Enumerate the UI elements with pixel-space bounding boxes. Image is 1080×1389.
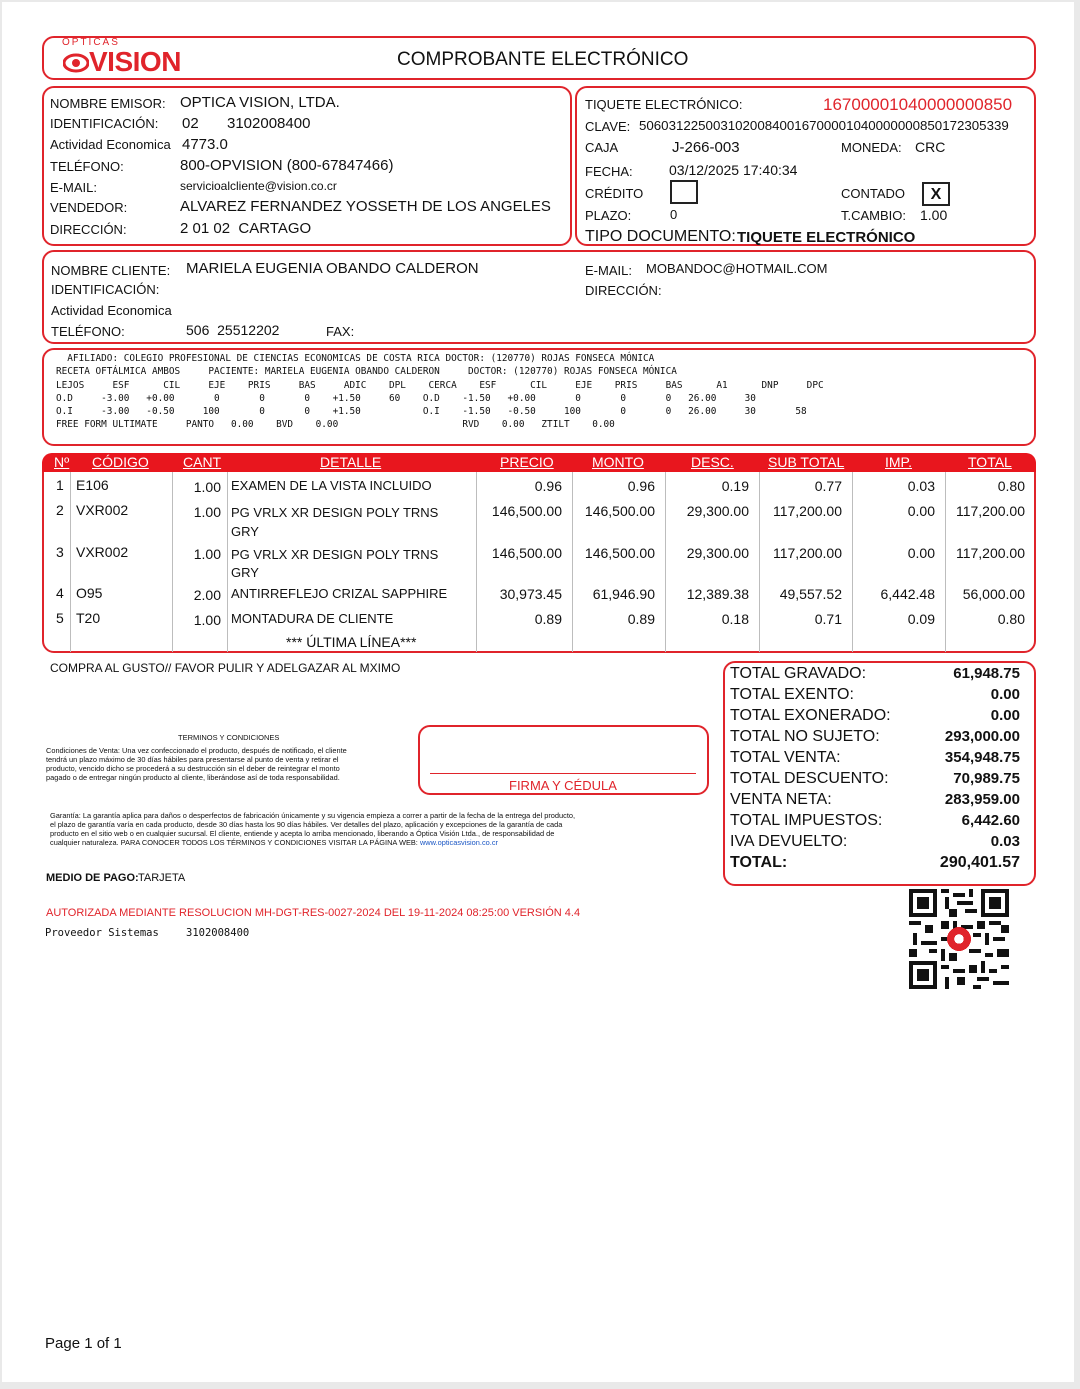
row-precio: 146,500.00 (491, 503, 562, 519)
col-divider (70, 472, 71, 652)
row-n: 1 (56, 477, 64, 493)
document-page (2, 2, 1074, 1382)
cliente-fax-label: FAX: (326, 324, 355, 339)
row-precio: 0.96 (534, 478, 562, 494)
total-gravado-label: TOTAL GRAVADO: (730, 665, 867, 682)
emisor-nombre-label: NOMBRE EMISOR: (50, 96, 166, 111)
terms-condiciones: Condiciones de Venta: Una vez confeccionado el producto, después de notificado, el cliente tendrá un plazo máximo de 30 días hábiles para presentarse al punto de venta y retirar el producto, vencido dicho se procederá a su destrucción sin el deber de reintegrar el monto pagado o de entregar ningún producto al cliente, liberándose así de toda responsabilidad. (46, 746, 347, 782)
col-divider (852, 472, 853, 652)
col-divider (945, 472, 946, 652)
row-imp: 0.00 (907, 545, 935, 561)
cliente-tel-label: TELÉFONO: (51, 324, 125, 339)
autorizacion-text: AUTORIZADA MEDIANTE RESOLUCION MH-DGT-RES-0027-2024 DEL 19-11-2024 08:25:00 VERSIÓN 4.4 (46, 907, 581, 919)
tcambio-label: T.CAMBIO: (841, 208, 907, 223)
row-desc: 12,389.38 (686, 586, 749, 602)
emisor-email-label: E-MAIL: (50, 180, 97, 195)
emisor-tel: 800-OPVISION (800-67847466) (180, 157, 394, 174)
grand-total-label: TOTAL: (730, 854, 788, 871)
col-divider (227, 472, 228, 652)
cliente-id-label: IDENTIFICACIÓN: (51, 282, 160, 297)
plazo-label: PLAZO: (585, 208, 632, 223)
emisor-email: servicioalcliente@vision.co.cr (180, 179, 337, 193)
pago-label: MEDIO DE PAGO: (46, 872, 139, 884)
qr-code (909, 889, 1009, 989)
row-codigo: VXR002 (76, 544, 129, 560)
emisor-vendedor-label: VENDEDOR: (50, 200, 128, 215)
total-descuento-value: 70,989.75 (953, 770, 1020, 787)
contado-checkbox[interactable]: X (922, 182, 950, 206)
fecha-value: 03/12/2025 17:40:34 (669, 162, 798, 178)
row-subtotal: 0.71 (814, 611, 842, 627)
tipo-documento-label: TIPO DOCUMENTO: (585, 228, 736, 245)
table-header-row (42, 453, 1036, 472)
col-header-cant: CANT (183, 454, 222, 470)
total-no-sujeto-value: 293,000.00 (944, 728, 1020, 745)
row-n: 5 (56, 610, 64, 626)
logo-main-text: VISION (89, 46, 181, 77)
credito-label: CRÉDITO (585, 186, 644, 201)
row-n: 3 (56, 544, 64, 560)
row-detalle: PG VRLX XR DESIGN POLY TRNS (231, 547, 439, 562)
venta-neta-value: 283,959.00 (944, 791, 1020, 808)
pago-valor: TARJETA (138, 872, 186, 884)
grand-total-value: 290,401.57 (939, 854, 1020, 871)
row-desc: 29,300.00 (686, 545, 749, 561)
col-header-subtotal: SUB TOTAL (768, 454, 845, 470)
emisor-actividad-label: Actividad Economica (50, 137, 171, 152)
row-precio: 0.89 (534, 611, 562, 627)
row-subtotal: 117,200.00 (772, 503, 842, 519)
row-detalle: MONTADURA DE CLIENTE (231, 611, 394, 626)
emisor-direccion: 2 01 02 CARTAGO (180, 220, 312, 237)
terms-web-link[interactable]: www.opticasvision.co.cr (419, 838, 498, 847)
col-divider (759, 472, 760, 652)
cliente-nombre-label: NOMBRE CLIENTE: (51, 263, 171, 278)
tcambio-value: 1.00 (920, 207, 948, 223)
row-total: 0.80 (997, 611, 1025, 627)
row-detalle-cont: GRY (231, 524, 259, 539)
row-cant: 1.00 (193, 612, 221, 628)
row-precio: 146,500.00 (491, 545, 562, 561)
row-desc: 0.18 (721, 611, 749, 627)
firma-label: FIRMA Y CÉDULA (509, 778, 617, 793)
row-imp: 0.00 (907, 503, 935, 519)
row-codigo: T20 (76, 610, 101, 626)
row-monto: 0.89 (627, 611, 655, 627)
row-cant: 1.00 (193, 504, 221, 520)
row-subtotal: 49,557.52 (779, 586, 842, 602)
caja-value: J-266-003 (672, 139, 740, 156)
row-monto: 146,500.00 (584, 545, 655, 561)
cliente-direccion-label: DIRECCIÓN: (585, 283, 662, 298)
emisor-id-tipo: 02 (182, 115, 199, 132)
row-detalle-cont: GRY (231, 565, 259, 580)
total-venta-label: TOTAL VENTA: (730, 749, 841, 766)
caja-label: CAJA (585, 140, 619, 155)
col-header-imp: IMP. (885, 454, 912, 470)
clave-label: CLAVE: (585, 119, 631, 134)
row-total: 117,200.00 (955, 503, 1025, 519)
cliente-email: MOBANDOC@HOTMAIL.COM (646, 261, 828, 276)
row-subtotal: 0.77 (814, 478, 842, 494)
cliente-nombre: MARIELA EUGENIA OBANDO CALDERON (186, 260, 479, 277)
emisor-id-label: IDENTIFICACIÓN: (50, 116, 159, 131)
emisor-nombre: OPTICA VISION, LTDA. (180, 94, 340, 111)
col-divider (476, 472, 477, 652)
tiquete-numero: 16700001040000000850 (823, 95, 1013, 114)
contado-label: CONTADO (841, 186, 906, 201)
row-desc: 0.19 (721, 478, 749, 494)
row-imp: 0.09 (907, 611, 935, 627)
tipo-documento-value: TIQUETE ELECTRÓNICO (737, 229, 916, 246)
moneda-label: MONEDA: (841, 140, 902, 155)
emisor-id-num: 3102008400 (227, 115, 311, 132)
row-cant: 1.00 (193, 479, 221, 495)
cliente-actividad-label: Actividad Economica (51, 303, 172, 318)
total-exento-label: TOTAL EXENTO: (730, 686, 854, 703)
total-descuento-label: TOTAL DESCUENTO: (730, 770, 889, 787)
col-header-detalle: DETALLE (320, 454, 382, 470)
terms-title: TERMINOS Y CONDICIONES (178, 733, 280, 742)
receta-line-6: FREE FORM ULTIMATE PANTO 0.00 BVD 0.00 RVD 0.00 ZTILT 0.00 (56, 419, 615, 430)
cliente-email-label: E-MAIL: (585, 263, 632, 278)
total-impuestos-label: TOTAL IMPUESTOS: (730, 812, 883, 829)
col-divider (172, 472, 173, 652)
row-desc: 29,300.00 (686, 503, 749, 519)
emisor-actividad: 4773.0 (182, 136, 228, 153)
tiquete-label: TIQUETE ELECTRÓNICO: (585, 97, 743, 112)
row-monto: 61,946.90 (592, 586, 655, 602)
col-divider (665, 472, 666, 652)
row-cant: 1.00 (193, 546, 221, 562)
proveedor-label: Proveedor Sistemas (45, 927, 159, 939)
row-subtotal: 117,200.00 (772, 545, 842, 561)
col-header-total: TOTAL (968, 454, 1012, 470)
col-header-desc: DESC. (691, 454, 734, 470)
row-imp: 6,442.48 (880, 586, 935, 602)
row-codigo: E106 (76, 477, 109, 493)
credito-checkbox[interactable] (670, 180, 698, 204)
row-detalle: PG VRLX XR DESIGN POLY TRNS (231, 505, 439, 520)
document-title: COMPROBANTE ELECTRÓNICO (397, 49, 689, 70)
receta-line-3: LEJOS ESF CIL EJE PRIS BAS ADIC DPL CERCA ESF CIL EJE PRIS BAS A1 DNP DPC (56, 380, 824, 391)
emisor-direccion-label: DIRECCIÓN: (50, 222, 127, 237)
row-precio: 30,973.45 (499, 586, 562, 602)
cliente-tel: 506 25512202 (186, 322, 280, 338)
logo-top-text: OPTICAS (62, 37, 120, 48)
terms-garantia-text: Garantía: La garantía aplica para daños o desperfectos de fabricación únicamente y su vigencia empieza a correr a partir de la fecha de la entrega del producto, el plazo de garantía varía en cada producto, desde 30 días hasta los 90 días hábiles. Ver detalles del plazo, aplicación y excepciones de la garantía de cada producto en el sitio web o en cualquier sucursal. El cliente, entiende y acepta lo arriba mencionado, liberando a Óptica Visión Ltda., de responsabilidad de cualquier naturaleza. PARA CONOCER TODOS LOS TÉRMINOS Y CONDICIONES VISITAR LA PÁGINA WEB: (50, 811, 576, 847)
receta-line-4: O.D -3.00 +0.00 0 0 0 +1.50 60 O.D -1.50 +0.00 0 0 0 26.00 30 (56, 393, 756, 404)
col-header-monto: MONTO (592, 454, 644, 470)
row-n: 2 (56, 502, 64, 518)
row-monto: 146,500.00 (584, 503, 655, 519)
venta-neta-label: VENTA NETA: (730, 791, 832, 808)
total-gravado-value: 61,948.75 (953, 665, 1020, 682)
row-monto: 0.96 (627, 478, 655, 494)
row-codigo: VXR002 (76, 502, 129, 518)
row-n: 4 (56, 585, 64, 601)
fecha-label: FECHA: (585, 164, 633, 179)
receta-line-1: AFILIADO: COLEGIO PROFESIONAL DE CIENCIAS ECONOMICAS DE COSTA RICA DOCTOR: (120770) ROJAS FONSECA MÓNICA (56, 353, 655, 364)
row-imp: 0.03 (907, 478, 935, 494)
iva-devuelto-label: IVA DEVUELTO: (730, 833, 848, 850)
col-header-n: Nº (54, 454, 70, 470)
emisor-vendedor: ALVAREZ FERNANDEZ YOSSETH DE LOS ANGELES (180, 198, 551, 215)
row-detalle: ANTIRREFLEJO CRIZAL SAPPHIRE (231, 586, 448, 601)
row-cant: 2.00 (193, 587, 221, 603)
row-codigo: O95 (76, 585, 103, 601)
col-header-precio: PRECIO (500, 454, 554, 470)
total-exento-value: 0.00 (990, 686, 1020, 703)
row-detalle: EXAMEN DE LA VISTA INCLUIDO (231, 478, 432, 493)
row-total: 0.80 (997, 478, 1025, 494)
plazo-value: 0 (670, 207, 678, 222)
order-note: COMPRA AL GUSTO// FAVOR PULIR Y ADELGAZAR AL MXIMO (50, 661, 401, 675)
proveedor-id: 3102008400 (186, 927, 250, 939)
row-total: 117,200.00 (955, 545, 1025, 561)
logo-eye-icon (63, 52, 89, 74)
total-venta-value: 354,948.75 (944, 749, 1020, 766)
col-header-codigo: CÓDIGO (92, 454, 149, 470)
emisor-tel-label: TELÉFONO: (50, 159, 124, 174)
clave-value: 50603122500310200840016700001040000000850172305339 (639, 118, 1009, 133)
receta-line-2: RECETA OFTÁLMICA AMBOS PACIENTE: MARIELA EUGENIA OBANDO CALDERON DOCTOR: (120770) ROJAS FONSECA MÓNICA (56, 366, 677, 377)
total-no-sujeto-label: TOTAL NO SUJETO: (730, 728, 880, 745)
row-total: 56,000.00 (962, 586, 1025, 602)
total-exonerado-value: 0.00 (990, 707, 1020, 724)
iva-devuelto-value: 0.03 (990, 833, 1020, 850)
ultima-linea-marker: *** ÚLTIMA LÍNEA*** (286, 634, 417, 650)
col-divider (572, 472, 573, 652)
firma-line (430, 773, 696, 774)
terms-garantia (50, 811, 578, 847)
total-impuestos-value: 6,442.60 (961, 812, 1020, 829)
receta-line-5: O.I -3.00 -0.50 100 0 0 +1.50 O.I -1.50 -0.50 100 0 0 26.00 30 58 (56, 406, 807, 417)
moneda-value: CRC (915, 139, 946, 155)
page-number: Page 1 of 1 (45, 1335, 122, 1352)
total-exonerado-label: TOTAL EXONERADO: (730, 707, 891, 724)
